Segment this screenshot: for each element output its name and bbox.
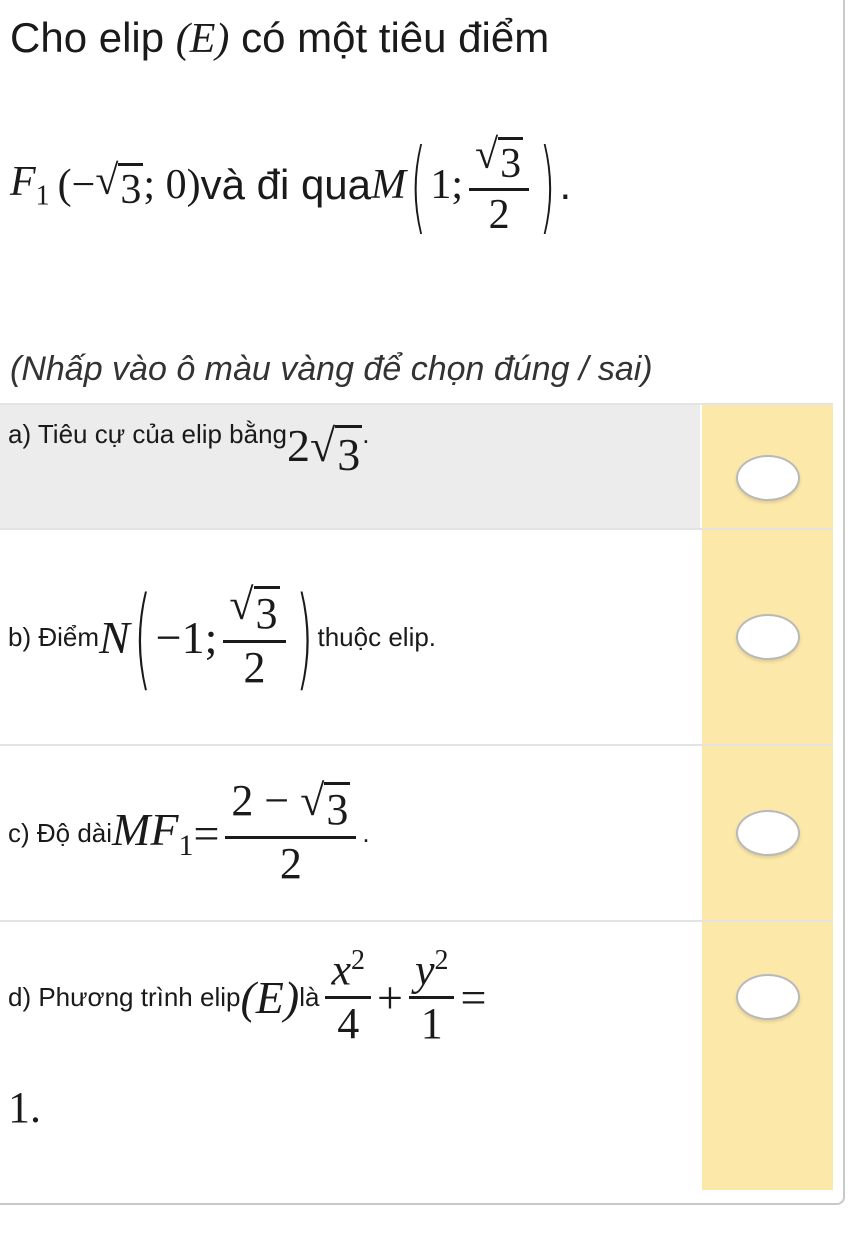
statement-b-radio[interactable] <box>736 614 800 660</box>
statement-c-fraction: 2 − √ 3 2 <box>225 776 356 889</box>
statement-row-a <box>0 403 833 528</box>
equation-result: 1. <box>8 1083 41 1132</box>
ellipse-label: (E) <box>175 16 230 62</box>
point-n-y-fraction: √ 3 2 <box>223 580 285 693</box>
x-term-fraction: $\frac{x^2}{4}$ <box>325 945 371 1050</box>
point-n-x: −1; <box>155 611 218 663</box>
y-term-fraction: $\frac{y^2}{1}$ <box>409 945 455 1050</box>
instruction-hint: (Nhấp vào ô màu vàng để chọn đúng / sai) <box>10 350 653 388</box>
question-text-end: có một tiêu điểm <box>229 14 550 61</box>
statement-row-c <box>0 744 833 920</box>
focus-coords-close: ; 0) <box>143 162 201 208</box>
statement-c-radio[interactable] <box>736 810 800 856</box>
statement-a-answer-cell[interactable] <box>702 405 833 528</box>
focus-coords-open: (− <box>57 162 96 208</box>
statement-d-answer-cell[interactable] <box>702 922 833 1190</box>
question-connector: và đi qua <box>200 161 372 208</box>
right-paren: ) <box>539 126 556 244</box>
statement-a-radio[interactable] <box>736 455 800 501</box>
statement-row-b <box>0 528 833 744</box>
left-paren: ( <box>410 126 427 244</box>
statement-d-radio[interactable] <box>736 974 800 1020</box>
statement-b-text: b) Điểm N ( −1; √ 3 2 ) thuộc elip. <box>8 572 437 702</box>
equals-sign: = <box>460 971 487 1023</box>
left-paren: ( <box>133 572 152 702</box>
equals-sign: = <box>193 807 220 859</box>
point-m-y-fraction: √ 3 2 <box>469 131 529 240</box>
right-paren: ) <box>295 572 314 702</box>
point-n-label: N <box>99 611 130 663</box>
statement-c-text: c) Độ dài $MF_1$ = 2 − √ 3 2 . <box>8 776 370 888</box>
statement-c-answer-cell[interactable] <box>702 746 833 920</box>
statement-c-lhs: $MF_1$ <box>112 803 194 863</box>
plus-sign: + <box>377 971 403 1023</box>
question-line-1 <box>10 14 549 63</box>
ellipse-label: (E) <box>240 971 300 1023</box>
statement-a-math: 2 √ 3 <box>287 420 361 480</box>
true-false-table <box>0 403 833 1190</box>
focus-label: $F_1$ <box>10 158 50 212</box>
question-line-2 <box>10 100 571 270</box>
statement-row-d <box>0 920 833 1190</box>
question-text: Cho elip <box>10 14 176 61</box>
statement-b-answer-cell[interactable] <box>702 530 833 744</box>
focus-sqrt: √ 3 <box>95 157 142 213</box>
point-m-label: M <box>371 162 407 208</box>
statement-d-text: d) Phương trình elip (E) là $\frac{x^2}{4}$ + $\frac{y^2}{1}$ = 1. <box>8 944 487 1132</box>
statement-a-text: a) Tiêu cự của elip bằng 2 √ 3 . <box>0 405 700 528</box>
point-m-x: 1; <box>430 162 464 208</box>
end-dot: . <box>559 161 572 208</box>
